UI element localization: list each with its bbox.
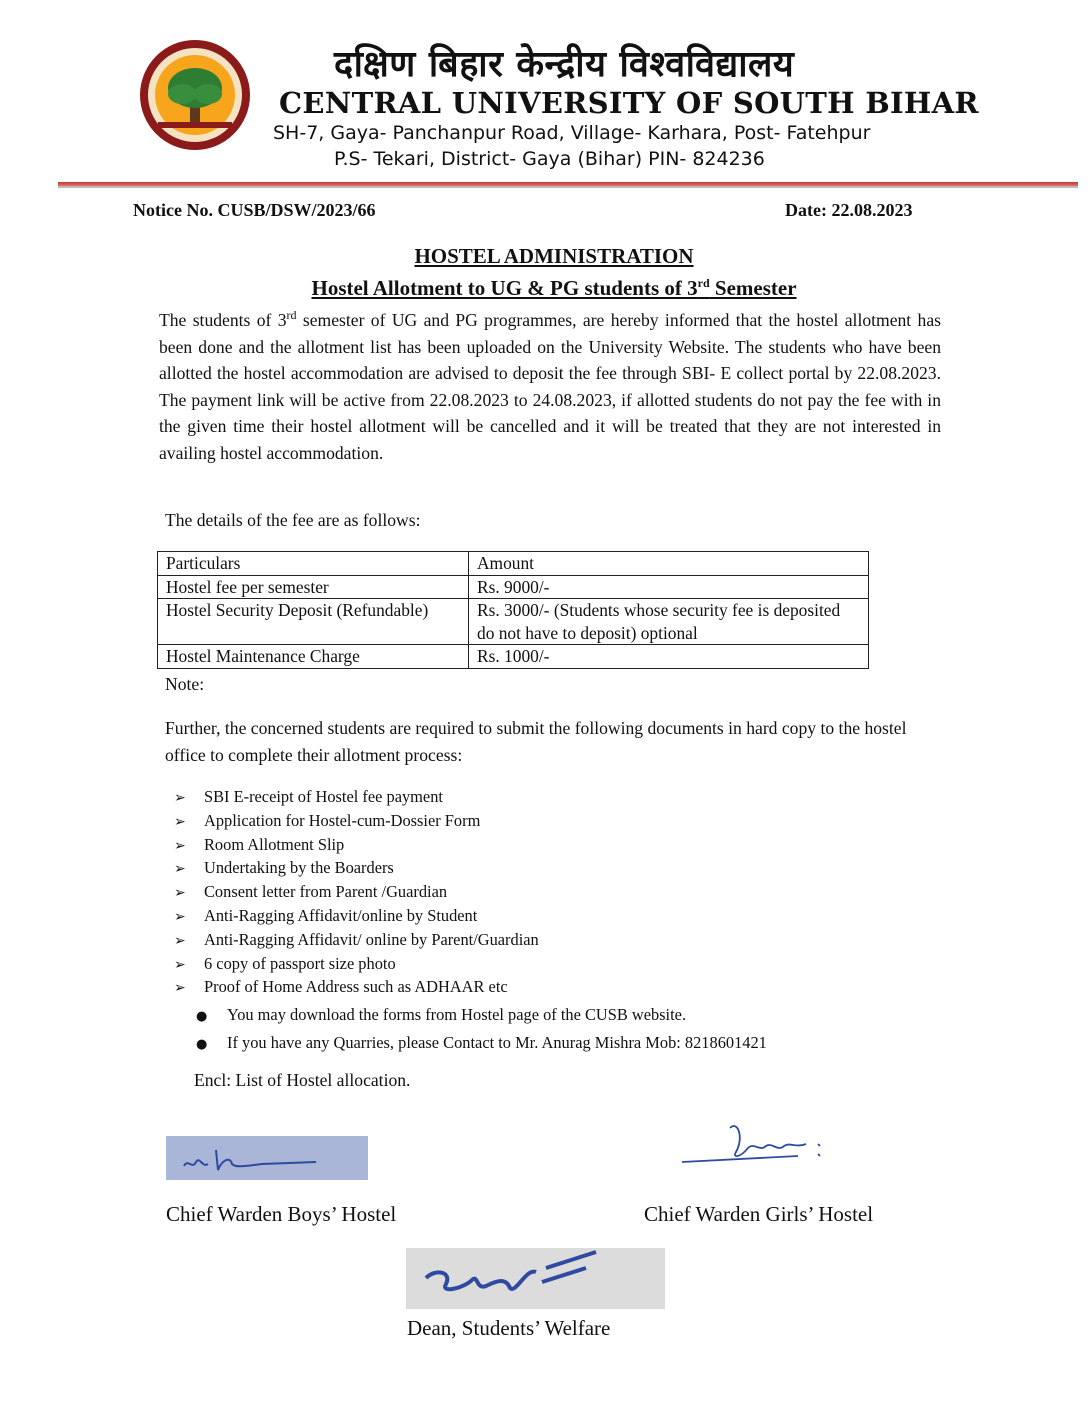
address-line-2: P.S- Tekari, District- Gaya (Bihar) PIN- 824236 bbox=[334, 148, 765, 170]
list-item-label: If you have any Quarries, please Contact to Mr. Anurag Mishra Mob: 8218601421 bbox=[227, 1033, 767, 1052]
arrow-bullet-icon: ➢ bbox=[174, 980, 186, 997]
list-item-label: Room Allotment Slip bbox=[204, 834, 345, 854]
header-divider-shadow bbox=[58, 186, 1078, 188]
address-line-1: SH-7, Gaya- Panchanpur Road, Village- Karhara, Post- Fatehpur bbox=[273, 122, 871, 144]
list-item-label: Anti-Ragging Affidavit/online by Student bbox=[204, 905, 478, 925]
list-item bbox=[174, 881, 539, 905]
list-item bbox=[174, 976, 539, 1000]
notice-date: Date: 22.08.2023 bbox=[785, 200, 913, 220]
enclosure-text: Encl: List of Hostel allocation. bbox=[194, 1070, 411, 1090]
paragraph-superscript: rd bbox=[286, 308, 297, 323]
table-note: Note: bbox=[165, 674, 205, 694]
table-row bbox=[158, 575, 869, 599]
list-item bbox=[174, 810, 539, 834]
arrow-bullet-icon: ➢ bbox=[174, 861, 186, 878]
list-item-label: 6 copy of passport size photo bbox=[204, 953, 396, 973]
arrow-bullet-icon: ➢ bbox=[174, 813, 186, 830]
documents-list bbox=[174, 786, 539, 1000]
list-item-label: Proof of Home Address such as ADHAAR etc bbox=[204, 977, 508, 997]
subheading-superscript: rd bbox=[697, 276, 710, 290]
arrow-bullet-icon: ➢ bbox=[174, 956, 186, 973]
arrow-bullet-icon: ➢ bbox=[174, 885, 186, 902]
notice-subheading bbox=[0, 276, 1088, 301]
arrow-bullet-icon: ➢ bbox=[174, 908, 186, 925]
table-cell: Hostel Security Deposit (Refundable) bbox=[158, 599, 469, 645]
list-item bbox=[174, 953, 539, 977]
list-item-label: Consent letter from Parent /Guardian bbox=[204, 882, 448, 902]
notice-body-paragraph bbox=[159, 307, 941, 466]
bullet-dot-icon: ● bbox=[196, 1009, 208, 1024]
list-item-label: You may download the forms from Hostel page of the CUSB website. bbox=[227, 1005, 687, 1024]
bullet-dot-icon: ● bbox=[196, 1037, 208, 1052]
table-header-row bbox=[158, 552, 869, 576]
list-item bbox=[174, 834, 539, 858]
fee-intro-text: The details of the fee are as follows: bbox=[165, 510, 421, 530]
university-logo-icon bbox=[138, 38, 252, 152]
arrow-bullet-icon: ➢ bbox=[174, 837, 186, 854]
boys-warden-signature bbox=[166, 1136, 368, 1180]
arrow-bullet-icon: ➢ bbox=[174, 790, 186, 806]
table-header-cell: Particulars bbox=[158, 552, 469, 576]
list-item-label: Application for Hostel-cum-Dossier Form bbox=[204, 810, 481, 830]
table-row bbox=[158, 599, 869, 645]
documents-intro: Further, the concerned students are required to submit the following documents in hard copy to the hostel office to complete their allotment process: bbox=[165, 718, 907, 765]
university-name-english: CENTRAL UNIVERSITY OF SOUTH BIHAR bbox=[279, 86, 979, 120]
arrow-bullet-icon: ➢ bbox=[174, 932, 186, 949]
table-cell: Hostel fee per semester bbox=[158, 575, 469, 599]
list-item-label: Anti-Ragging Affidavit/ online by Parent/Guardian bbox=[204, 929, 539, 949]
table-row bbox=[158, 645, 869, 669]
paragraph-rest: semester of UG and PG programmes, are hereby informed that the hostel allotment has been done and the allotment list has been uploaded on the University Website. The students who have been allotted the hostel accommodation are advised to deposit the fee through SBI- E collect portal by 22.08.2023. The payment link will be active from 22.08.2023 to 24.08.2023, if allotted students do not pay the fee with in the given time their hostel allotment will be cancelled and it will be treated that they are not interested in availing hostel accommodation. bbox=[159, 310, 941, 463]
subheading-text: Hostel Allotment to UG & PG students of 3 bbox=[311, 276, 698, 300]
list-item bbox=[174, 786, 539, 810]
table-cell: Rs. 1000/- bbox=[469, 645, 869, 669]
list-item bbox=[196, 1002, 767, 1030]
info-bullets bbox=[196, 1002, 767, 1058]
table-cell: Rs. 3000/- (Students whose security fee is deposited do not have to deposit) optional bbox=[469, 599, 869, 645]
list-item-label: Undertaking by the Boarders bbox=[204, 858, 394, 878]
table-cell: Hostel Maintenance Charge bbox=[158, 645, 469, 669]
subheading-suffix: Semester bbox=[709, 276, 797, 300]
paragraph-start: The students of 3 bbox=[159, 310, 287, 330]
university-name-hindi: दक्षिण बिहार केन्द्रीय विश्वविद्यालय bbox=[334, 44, 795, 85]
table-cell: Rs. 9000/- bbox=[469, 575, 869, 599]
list-item bbox=[174, 905, 539, 929]
list-item bbox=[174, 857, 539, 881]
list-item-label: SBI E-receipt of Hostel fee payment bbox=[204, 787, 443, 806]
girls-warden-signature bbox=[678, 1118, 828, 1170]
list-item bbox=[174, 929, 539, 953]
table-header-cell: Amount bbox=[469, 552, 869, 576]
list-item bbox=[196, 1030, 767, 1058]
notice-number: Notice No. CUSB/DSW/2023/66 bbox=[133, 200, 376, 220]
boys-warden-caption: Chief Warden Boys’ Hostel bbox=[166, 1202, 397, 1226]
fee-table bbox=[157, 551, 869, 669]
notice-heading: HOSTEL ADMINISTRATION bbox=[414, 244, 694, 268]
girls-warden-caption: Chief Warden Girls’ Hostel bbox=[644, 1202, 874, 1226]
dean-signature bbox=[406, 1248, 665, 1309]
dean-caption: Dean, Students’ Welfare bbox=[407, 1316, 611, 1340]
